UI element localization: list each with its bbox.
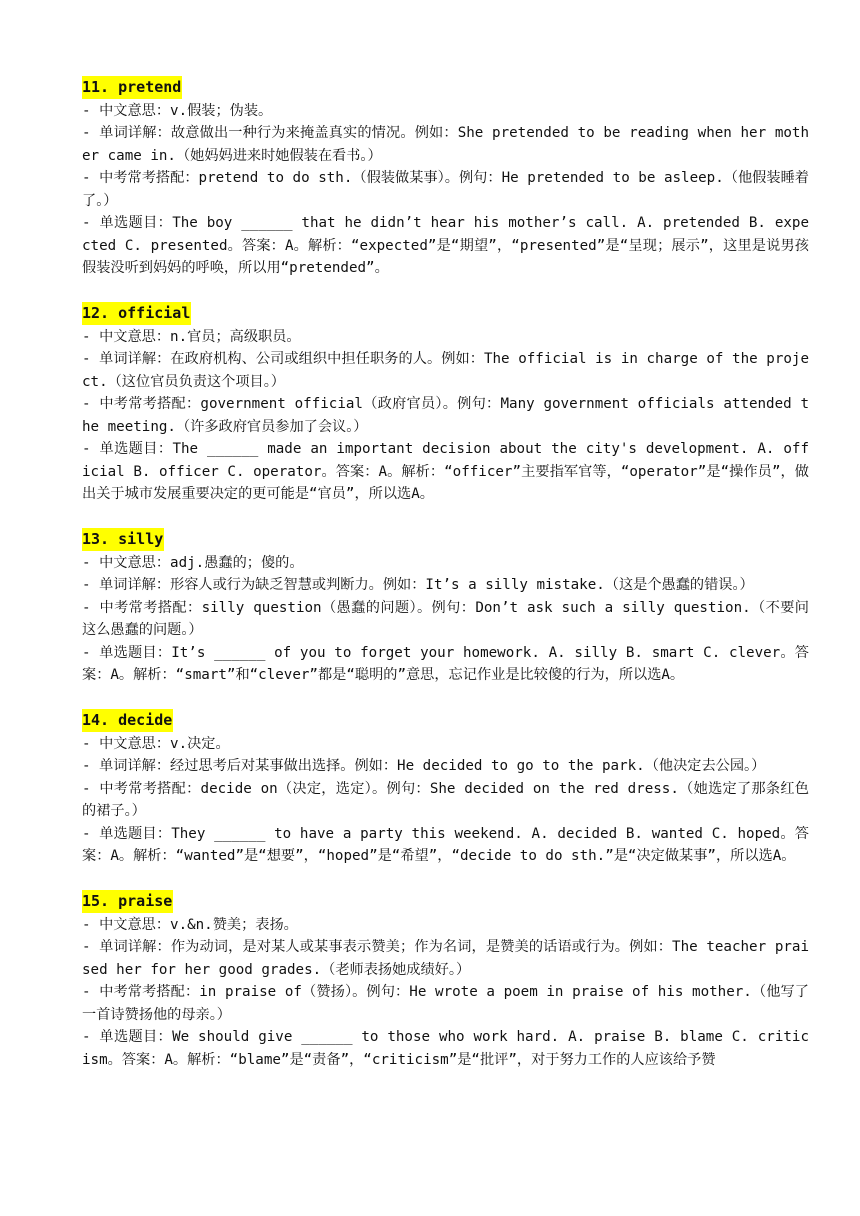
entry-heading: 14. decide (82, 709, 173, 732)
quiz-line: - 单选题目：The ______ made an important decision about the city's development. A. official B. officer C. operator。答案：A。解析：“officer”主要指军官等，“operator”是“操作员”，做出关于城市发展重要决定的更可能是“官员”，所以选A。 (82, 441, 809, 502)
explanation-line: - 单词详解：故意做出一种行为来掩盖真实的情况。例如：She pretended to be reading when her mother came in.（她妈妈进来时她假装在看书。） (82, 125, 809, 164)
vocab-entry-decide (82, 709, 809, 868)
quiz-line: - 单选题目：The boy ______ that he didn’t hear his mother’s call. A. pretended B. expected C. presented。答案：A。解析：“expected”是“期望”，“presented”是“呈现；展示”，这里是说男孩假装没听到妈妈的呼唤，所以用“pretended”。 (82, 215, 809, 276)
entry-heading: 13. silly (82, 528, 164, 551)
entry-heading: 11. pretend (82, 76, 182, 99)
document-page (82, 76, 809, 1094)
entry-heading: 12. official (82, 302, 191, 325)
entry-heading: 15. praise (82, 890, 173, 913)
meaning-line: - 中文意思：v.决定。 (82, 735, 230, 752)
quiz-line: - 单选题目：It’s ______ of you to forget your homework. A. silly B. smart C. clever。答案：A。解析：“smart”和“clever”都是“聪明的”意思，忘记作业是比较傻的行为，所以选A。 (82, 644, 809, 683)
explanation-line: - 单词详解：在政府机构、公司或组织中担任职务的人。例如：The official is in charge of the project.（这位官员负责这个项目。） (82, 351, 809, 390)
explanation-line: - 单词详解：形容人或行为缺乏智慧或判断力。例如：It’s a silly mistake.（这是个愚蠢的错误。） (82, 577, 754, 593)
vocab-entry-official (82, 302, 809, 506)
quiz-line: - 单选题目：We should give ______ to those who work hard. A. praise B. blame C. criticism。答案：A。解析：“blame”是“责备”，“criticism”是“批评”，对于努力工作的人应该给予赞 (82, 1029, 809, 1068)
collocation-line: - 中考常考搭配：decide on（决定，选定）。例句：She decided on the red dress.（她选定了那条红色的裙子。） (82, 780, 809, 819)
collocation-line: - 中考常考搭配：government official（政府官员）。例句：Many government officials attended the meeting.（许多政府官员参加了会议。） (82, 396, 809, 435)
explanation-line: - 单词详解：经过思考后对某事做出选择。例如：He decided to go to the park.（他决定去公园。） (82, 758, 766, 774)
vocab-entry-pretend (82, 76, 809, 280)
meaning-line: - 中文意思：adj.愚蠢的；傻的。 (82, 554, 304, 571)
collocation-line: - 中考常考搭配：in praise of（赞扬）。例句：He wrote a poem in praise of his mother.（他写了一首诗赞扬他的母亲。） (82, 984, 809, 1023)
vocab-entry-silly (82, 528, 809, 687)
meaning-line: - 中文意思：n.官员；高级职员。 (82, 328, 301, 345)
explanation-line: - 单词详解：作为动词，是对某人或某事表示赞美；作为名词，是赞美的话语或行为。例如：The teacher praised her for her good grades.（老师表扬她成绩好。） (82, 939, 809, 978)
vocab-entry-praise (82, 890, 809, 1071)
meaning-line: - 中文意思：v.假装；伪装。 (82, 102, 273, 119)
quiz-line: - 单选题目：They ______ to have a party this weekend. A. decided B. wanted C. hoped。答案：A。解析：“wanted”是“想要”，“hoped”是“希望”，“decide to do sth.”是“决定做某事”，所以选A。 (82, 825, 809, 864)
collocation-line: - 中考常考搭配：pretend to do sth.（假装做某事）。例句：He pretended to be asleep.（他假装睡着了。） (82, 170, 809, 209)
collocation-line: - 中考常考搭配：silly question（愚蠢的问题）。例句：Don’t ask such a silly question.（不要问这么愚蠢的问题。） (82, 599, 809, 638)
meaning-line: - 中文意思：v.&n.赞美；表扬。 (82, 916, 298, 933)
